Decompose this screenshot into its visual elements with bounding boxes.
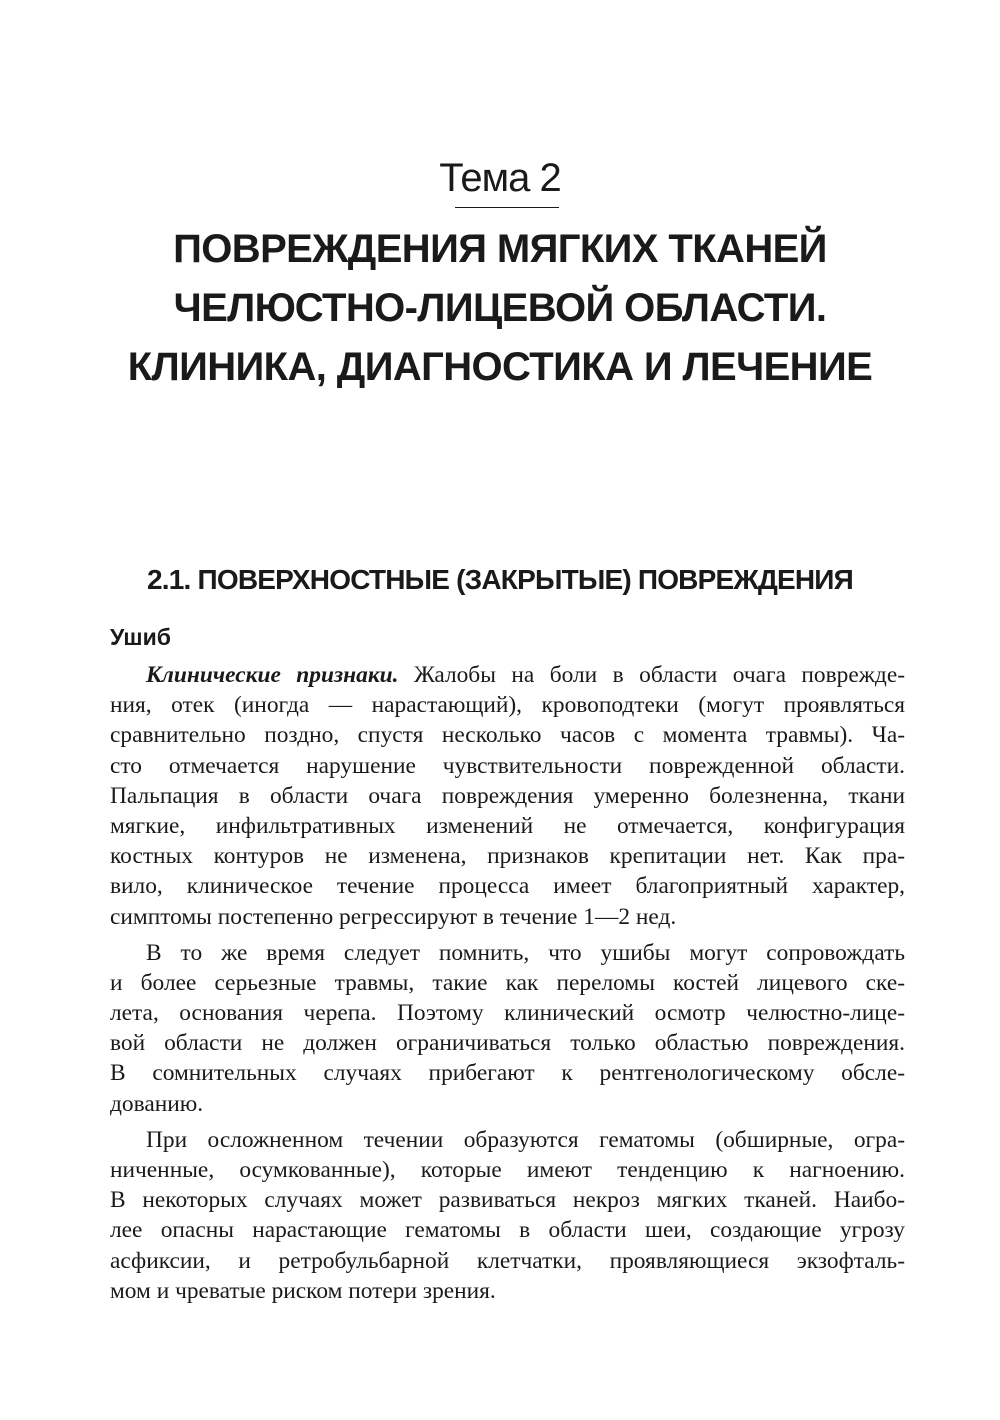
paragraph-differential: [110, 938, 905, 1119]
body-text: [110, 660, 905, 1312]
paragraph-line: При осложненном течении образуются гематомы (обширные, огра-: [146, 1126, 905, 1153]
paragraph-line: лета, основания черепа. Поэтому клинический осмотр челюстно-лице-: [110, 1000, 905, 1027]
paragraph-line: сто отмечается нарушение чувствительности поврежденной области.: [110, 752, 905, 779]
chapter-title-line: ПОВРЕЖДЕНИЯ МЯГКИХ ТКАНЕЙ: [173, 227, 827, 271]
paragraph-line: В некоторых случаях может развиваться некроз мягких тканей. Наибо-: [110, 1187, 905, 1214]
paragraph-line: мягкие, инфильтративных изменений не отмечается, конфигурация: [110, 812, 905, 839]
paragraph-line: лее опасны нарастающие гематомы в области шеи, создающие угрозу: [110, 1217, 905, 1244]
chapter-title: [60, 220, 940, 397]
paragraph-line: мом и чреватые риском потери зрения.: [110, 1277, 496, 1304]
paragraph-line: и более серьезные травмы, такие как переломы костей лицевого ске-: [110, 969, 905, 996]
paragraph-line: симптомы постепенно регрессируют в течение 1—2 нед.: [110, 903, 677, 930]
paragraph-line: асфиксии, и ретробульбарной клетчатки, проявляющиеся экзофталь-: [110, 1247, 905, 1274]
paragraph-complications: [110, 1125, 905, 1306]
paragraph-line: сравнительно поздно, спустя несколько часов с момента травмы). Ча-: [110, 722, 905, 749]
chapter-title-line: ЧЕЛЮСТНО-ЛИЦЕВОЙ ОБЛАСТИ.: [173, 286, 827, 330]
topic-label: Тема 2: [439, 156, 561, 200]
paragraph-line-text: Жалобы на боли в области очага поврежде-: [398, 662, 905, 688]
paragraph-line: вой области не должен ограничиваться только областью повреждения.: [110, 1030, 905, 1057]
chapter-title-line: КЛИНИКА, ДИАГНОСТИКА И ЛЕЧЕНИЕ: [127, 345, 873, 389]
section-title: 2.1. ПОВЕРХНОСТНЫЕ (ЗАКРЫТЫЕ) ПОВРЕЖДЕНИЯ: [147, 564, 853, 595]
topic-underline: [455, 207, 559, 208]
paragraph-line: ния, отек (иногда — нарастающий), кровоподтеки (могут проявляться: [110, 692, 905, 719]
lead-in-heading: Клинические признаки.: [146, 662, 399, 688]
paragraph-line: ниченные, осумкованные), которые имеют тенденцию к нагноению.: [110, 1157, 905, 1183]
paragraph-line: дованию.: [110, 1090, 204, 1117]
paragraph-clinical-signs: [110, 660, 905, 932]
paragraph-line: [110, 660, 905, 690]
paragraph-line: В то же время следует помнить, что ушибы могут сопровождать: [146, 939, 905, 966]
paragraph-line: Пальпация в области очага повреждения умеренно болезненна, ткани: [110, 782, 905, 809]
paragraph-line: В сомнительных случаях прибегают к рентгенологическому обсле-: [110, 1060, 905, 1087]
paragraph-line: костных контуров не изменена, признаков крепитации нет. Как пра-: [110, 843, 905, 870]
paragraph-line: вило, клиническое течение процесса имеет благоприятный характер,: [110, 873, 905, 900]
subsection-title: Ушиб: [110, 624, 171, 650]
